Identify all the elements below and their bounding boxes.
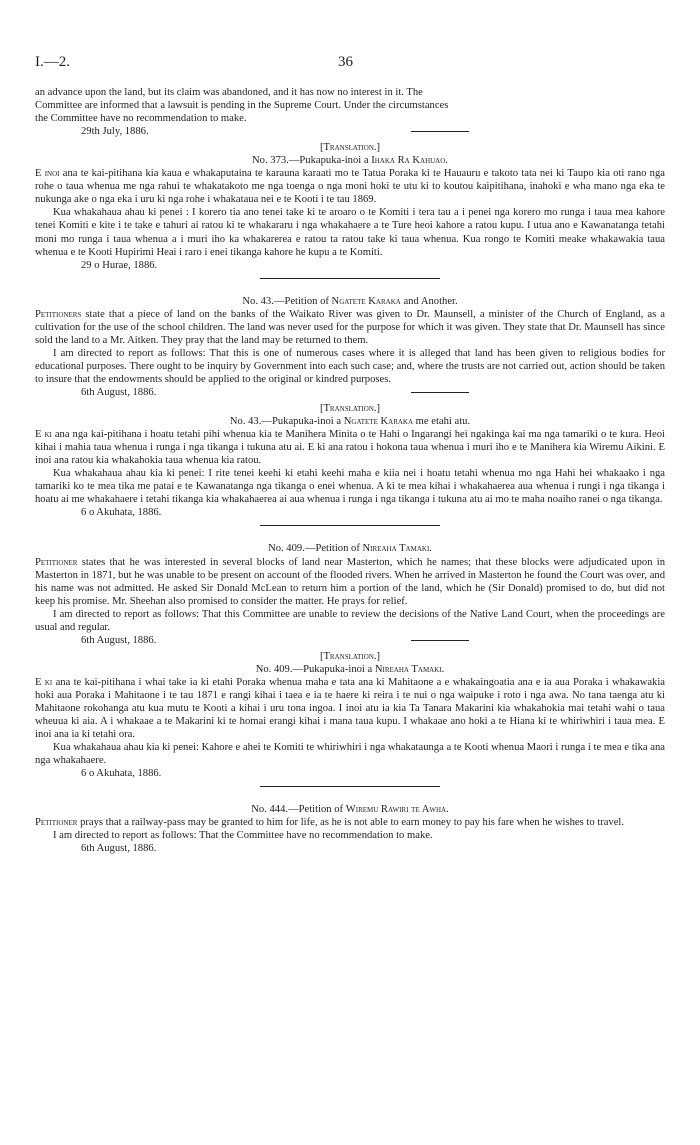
date: 6 o Akuhata, 1886.: [81, 768, 162, 780]
lead-words: Petitioner: [35, 817, 78, 829]
report-paragraph: I am directed to report as follows: That the Committee have no recommendation to make.: [53, 830, 433, 842]
date-line: [35, 386, 665, 399]
report-paragraph: Kua whakahaua ahau kia ki penei: Kahore e ahei te Komiti te whiriwhiri i nga whakataunga a te Kooti whenua Maori i runga i te mea e tika ana nga whakahaere.: [35, 742, 665, 767]
section-heading: No. 43.—Pukapuka-inoi a Ngatete Karaka me etahi atu.: [229, 416, 471, 428]
short-rule: [411, 392, 469, 393]
date-line: [35, 634, 665, 647]
date: 6 o Akuhata, 1886.: [81, 507, 162, 519]
continued-line-2: Committee are informed that a lawsuit is pending in the Supreme Court. Under the circumstances: [35, 100, 449, 112]
paragraph: Petitioner states that he was interested in several blocks of land near Masterton, which he names; that these blocks were adjudicated upon in Masterton in 1871, but he was unable to be present on account of the flooded rivers. When he arrived in Masterton he found the Court was over, and his name was not admitted. He asked Sir Donald McLean to return him a portion of the land, which he (Sir Donald) promised to do, but did not keep his promise. Mr. Sheehan also promised to consider the matter. He prays for relief.: [35, 556, 665, 607]
continued-line-3: the Committee have no recommendation to make.: [35, 113, 247, 125]
report-paragraph: I am directed to report as follows: That this is one of numerous cases where it is alleged that land has been given to religious bodies for educational purposes. There ought to be inquiry by Government into each such case; and, where the trusts are not carried out, action should be taken to insure that the endowments should be applied to the original or kindred purposes.: [35, 347, 665, 385]
date: 6th August, 1886.: [81, 634, 157, 646]
report-paragraph: Kua whakahaua ahau ki penei : I korero tia ano tenei take ki te aroaro o te Komiti i tera tau a i penei nga korero mo runga i taua mea kahore tenei Komiti e kite i te take e tahuri ai ratou ki te whakararu i nga whakahaere a te Ture heoi kahore a ratou kupu. I utua ano e Kawanatanga tetahi moni mo runga i taua whenua a i muri iho ka whakarerea e ratou ta ratou take ki taua whenua. Kua rongo te Komiti meake whakawakia taua whenua e te Kooti Hupirimi Heai i raro i enei tikanga kahore he kupu a te Komiti.: [35, 207, 665, 258]
petitioner-name: Nireaha Tamaki: [374, 663, 442, 675]
lead-words: Petitioner: [35, 556, 78, 568]
short-rule: [411, 131, 469, 132]
date-line: [35, 125, 665, 138]
section-divider: [260, 525, 440, 526]
section-divider: [260, 278, 440, 279]
lead-words: E ki: [35, 676, 53, 688]
paragraph: Petitioners state that a piece of land on the banks of the Waikato River was given to Dr. Maunsell, a minister of the Church of England, as a cultivation for the use of the school children. The land was never used for the purpose for which it was given. They state that Dr. Maunsell has since sold the land to a Mr. Aitken. They pray that the land may be returned to them.: [35, 308, 665, 346]
page-number: 36: [338, 54, 353, 70]
paragraph: E ki ana nga kai-pitihana i hoatu tetahi pihi whenua kia te Manihera Minita o te Hahi o Ingarangi hei ngakinga kai ma nga tamariki o te kura. Heoi kihai i mahia taua whenua i runga i nga tikanga i tukuna atu ai. E ki ana ratou i hokona taua whenua i muri iho e te Manihera kia Wiremu Aikini. E inoi ana ratou kia whakahokia taua whenua kia ratou.: [35, 429, 665, 467]
petitioner-name: Ngatete Karaka: [343, 416, 414, 428]
document-body: [35, 86, 665, 855]
section-heading: No. 409.—Pukapuka-inoi a Nireaha Tamaki.: [255, 663, 445, 675]
section-heading: No. 373.—Pukapuka-inoi a Ihaka Ra Kahuao.: [252, 155, 448, 167]
lead-words: E inoi: [35, 168, 60, 180]
translation-label: [Translation.]: [319, 403, 381, 415]
paragraph: E ki ana te kai-pitihana i whai take ia ki etahi Poraka whenua maha e tata ana ki Mahitaone a e whakaingoatia ana e ia aua Poraka i whakawakia hoki aua Poraka i Mahitaone i te tau 1871 e rangi kihai i taea e ia te haere ki reira i te nui o nga waipuke i roto i nga awa. No tana taenga atu ki Mahitaone rokohanga atu kua mutu te Kooti a kihai i uru tona ingoa. I inoi atu ia kia Ta Tanara Makarini kia whakahokia mai tetahi wahi o taua wheuua ki aia. A i whakaae a te Makarini ki te homai erangi kihai i mana taua kupu. I whakaae ano hoki a te Hiana ki te whiriwhiri i taua mea. E inoi ana ia ki tetahi ora.: [35, 676, 665, 741]
petitioner-name: Nireaha Tamaki: [362, 543, 430, 555]
date: 6th August, 1886.: [81, 843, 157, 855]
short-rule: [411, 640, 469, 641]
section-heading: No. 43.—Petition of Ngatete Karaka and Another.: [242, 295, 458, 307]
petitioner-name: Ihaka Ra Kahuao: [371, 155, 446, 167]
translation-label: [Translation.]: [319, 650, 381, 662]
date: 6th August, 1886.: [81, 386, 157, 398]
section-divider: [260, 786, 440, 787]
date: 29th July, 1886.: [81, 126, 149, 138]
lead-words: E ki: [35, 429, 52, 441]
section-heading: No. 409.—Petition of Nireaha Tamaki.: [268, 543, 432, 555]
section-heading: No. 444.—Petition of Wiremu Rawiri te Awha.: [251, 804, 449, 816]
report-paragraph: I am directed to report as follows: That this Committee are unable to review the decisions of the Native Land Court, when the proceedings are usual and regular.: [35, 608, 665, 633]
continued-line-1: an advance upon the land, but its claim was abandoned, and it has now no interest in it. The: [35, 87, 423, 98]
document-reference: I.—2.: [35, 54, 70, 70]
date: 29 o Hurae, 1886.: [81, 259, 158, 271]
paragraph: E inoi ana te kai-pitihana kia kaua e whakaputaina te karauna karaati mo te Tatua Poraka ki te Hauauru e takoto tata nei ki Taupo kia oti rano nga rohe o taua whenua me nga rahui te whakatakoto me nga toenga o nga moni hoki te utu ki to koutou kaipitihana, inahoki e wha mano nga eka te nukunga ake o nga eka i uru ki nga rohe i whakataua nei e te Kooti i te tau 1869.: [35, 168, 665, 206]
paragraph: Petitioner prays that a railway-pass may be granted to him for life, as he is not able to earn money to pay his fare when he wishes to travel.: [35, 817, 625, 829]
report-paragraph: Kua whakahaua ahau kia ki penei: I rite tenei keehi ki etahi keehi maha e kiia nei i hoatu tetahi whenua mo nga Hahi hei whakaako i nga tamariki ko te mea tika me patai e te Kawanatanga nga tikanga o enei whenua. A ki te mea kihai i whakahaerea aua whenua i rungi i nga tikanga i hoatu ai me whakahaere i tetahi tikanga kia whakahaerea ai aua whenua i runga i nga tikanga i tukuna atu ai mo te maha noaiho ranei o nga tikanga.: [35, 468, 665, 506]
petitioner-name: Wiremu Rawiri te Awha: [345, 804, 447, 816]
lead-words: Petitioners: [35, 308, 82, 320]
translation-label: [Translation.]: [319, 142, 381, 154]
petitioner-name: Ngatete Karaka: [331, 295, 401, 307]
